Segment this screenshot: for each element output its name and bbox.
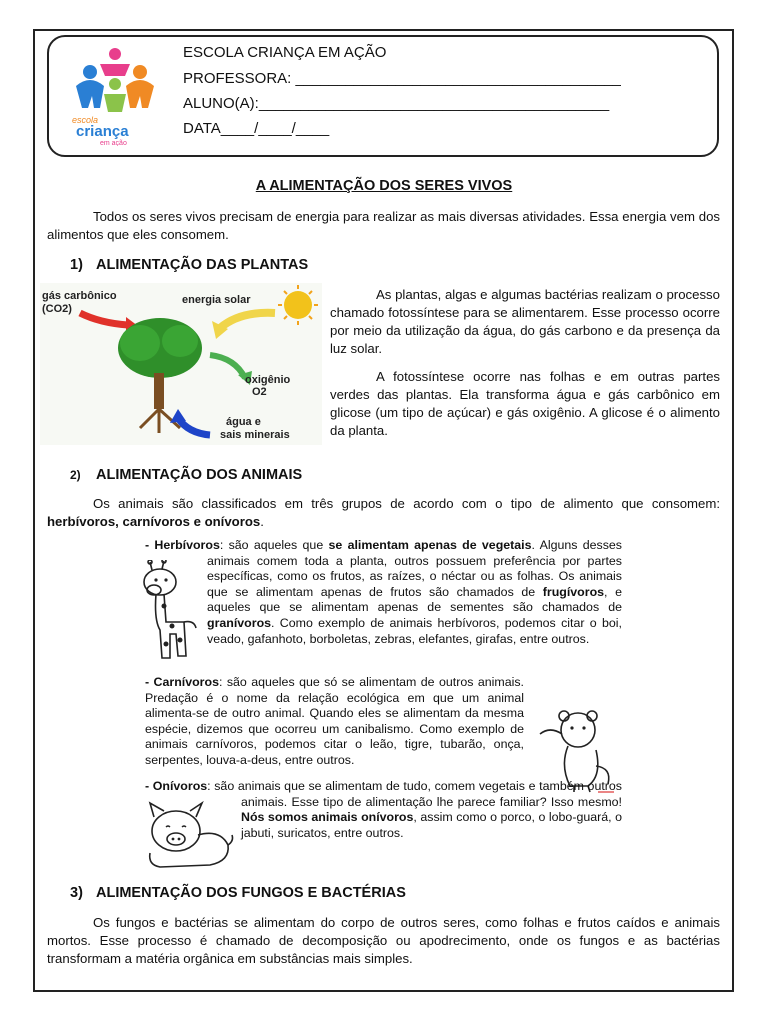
omnivores-text-2: Nós somos animais onívoros: [241, 810, 414, 825]
section-2-intro-end: .: [260, 514, 264, 529]
herbivores-block: [145, 538, 622, 647]
herbivores-text-2: se alimentam apenas de vegetais: [328, 538, 532, 552]
section-2-intro-text: Os animais são classificados em três grupos de acordo com o tipo de alimento que consomem:: [93, 496, 720, 511]
section-1-paragraph-1: As plantas, algas e algumas bactérias realizam o processo chamado fotossíntese para se alimentarem. Esse processo ocorre por meio da utilização da água, do gás carbono e da presença da luz solar.: [330, 287, 720, 356]
section-2-intro-groups: herbívoros, carnívoros e onívoros: [47, 514, 261, 529]
section-3-title: ALIMENTAÇÃO DOS FUNGOS E BACTÉRIAS: [96, 885, 406, 901]
section-1-paragraph-2: A fotossíntese ocorre nas folhas e em outras partes verdes das plantas. Ela transforma água e gás carbônico em glicose (um tipo de açúcar) e gás oxigênio. A glicose é o alimento da planta.: [330, 369, 720, 438]
logo-text-bottom: em ação: [100, 140, 127, 146]
date-field: DATA____/____/____: [183, 120, 330, 137]
diagram-oxygen-formula: O2: [252, 386, 267, 398]
diagram-sun-label: energia solar: [182, 294, 251, 306]
section-1-title: ALIMENTAÇÃO DAS PLANTAS: [96, 257, 309, 273]
herbivores-text-1: : são aqueles que: [219, 538, 329, 552]
page-title: A ALIMENTAÇÃO DOS SERES VIVOS: [255, 178, 513, 194]
teacher-field: PROFESSORA: _______________________________________: [183, 70, 621, 87]
section-2-heading: [70, 467, 302, 483]
omnivores-label: - Onívoros: [145, 779, 208, 793]
section-2-title: ALIMENTAÇÃO DOS ANIMAIS: [96, 467, 303, 483]
omnivores-text-1: : são animais que se alimentam de tudo, comem vegetais e também outros animais. Esse tipo de alimentação lhe parece familiar? Isso mesmo!: [207, 779, 622, 809]
diagram-co2-formula: (CO2): [42, 303, 72, 315]
logo-text-main: criança: [76, 123, 129, 140]
section-3-number: 3): [70, 885, 83, 901]
carnivores-label: - Carnívoros: [145, 675, 219, 689]
herbivores-frugivores: frugívoros: [542, 584, 605, 599]
section-3-heading: [70, 885, 406, 901]
section-2-number: 2): [70, 468, 81, 482]
school-logo: [70, 46, 160, 146]
diagram-minerals-label: sais minerais: [220, 429, 290, 441]
section-2-intro: [47, 495, 720, 531]
student-field: ALUNO(A):__________________________________________: [183, 95, 610, 112]
section-3-paragraph: Os fungos e bactérias se alimentam do corpo de outros seres, como folhas e frutos caídos e animais mortos. Esse processo é chamado de decomposição ou apodrecimento, onde os fungos e as bactérias transformam a matéria orgânica em substâncias mais simples.: [47, 915, 720, 966]
logo-text-top: escola: [72, 115, 99, 125]
carnivores-text: : são aqueles que só se alimentam de outros animais. Predação é o nome da relação ecológica em que um animal alimenta-se de outro animal. Quando eles se alimentam da mesma espécie, dizemos que ocorreu um canibalismo. Como exemplo de animais carnívoros, podemos citar o leão, tigre, tubarão, onça, serpentes, louva-a-deus, entre outros.: [145, 675, 524, 767]
herbivores-text-7: . Como exemplo de animais herbívoros, podemos citar o boi, veado, gafanhoto, borboletas, zebras, elefantes, girafas, entre outros.: [207, 615, 622, 646]
omnivores-block: [145, 779, 622, 841]
diagram-oxygen-label: oxigênio: [245, 374, 291, 386]
omnivores-text-3: , assim como o porco, o lobo-guará, o jabuti, suricatos, entre outros.: [241, 810, 622, 840]
herbivores-text-3: . Alguns desses animais comem toda a planta, outros possuem preferência por partes específicas, como os frutos, as raízes, o néctar ou as folhas. Os animais que se alimentam apenas de frutos são chamados de: [207, 538, 623, 599]
herbivores-text-5: , e aqueles que se alimentam apenas de sementes são chamados de: [207, 584, 622, 615]
diagram-co2-label: gás carbônico: [42, 290, 117, 302]
section-1-heading: [70, 257, 308, 273]
diagram-water-label: água e: [226, 416, 261, 428]
intro-paragraph: Todos os seres vivos precisam de energia para realizar as mais diversas atividades. Essa energia vem dos alimentos que eles consomem.: [47, 209, 720, 242]
section-1-number: 1): [70, 257, 83, 273]
carnivores-block: [145, 675, 622, 769]
school-name: ESCOLA CRIANÇA EM AÇÃO: [183, 44, 387, 61]
herbivores-label: - Herbívoros: [145, 538, 220, 552]
photosynthesis-diagram: [40, 283, 322, 445]
herbivores-granivores: granívoros: [207, 615, 272, 630]
